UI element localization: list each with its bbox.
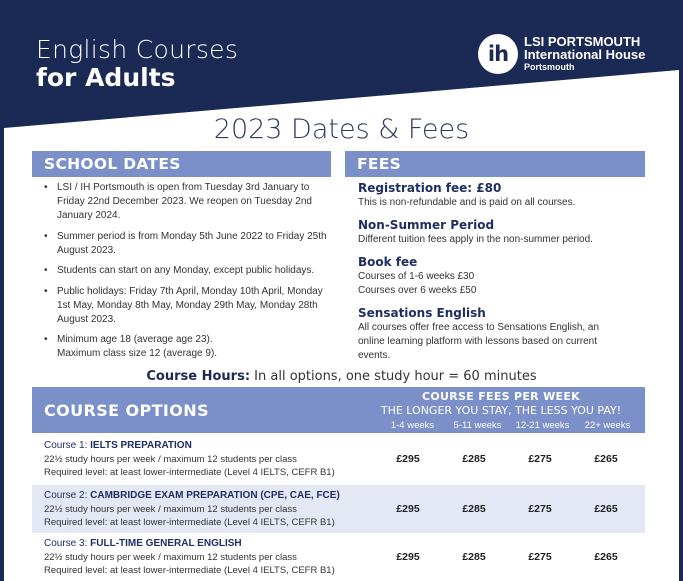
- header-title: [36, 36, 238, 92]
- price-cell: £295: [396, 503, 420, 515]
- book-fee-line1: Courses of 1-6 weeks £30: [358, 271, 475, 282]
- course-hours-line: 22½ study hours per week / maximum 12 students per class: [44, 454, 297, 465]
- list-item: [42, 333, 332, 361]
- week-band: 22+ weeks: [584, 420, 631, 431]
- sensations-title: Sensations English: [358, 306, 486, 320]
- course-hours-text: In all options, one study hour = 60 minutes: [254, 369, 537, 384]
- course-name: CAMBRIDGE EXAM PREPARATION (CPE, CAE, FCE): [90, 490, 340, 501]
- price-cell: £285: [462, 453, 486, 465]
- min-age-text: Minimum age 18 (average age 23).: [57, 334, 213, 345]
- course-fees-subheading: THE LONGER YOU STAY, THE LESS YOU PAY!: [380, 404, 622, 417]
- week-band: 1-4 weeks: [390, 420, 435, 431]
- course-hours-label: Course Hours:: [146, 369, 251, 384]
- course-prices: [375, 485, 639, 533]
- nonsummer-text: Different tuition fees apply in the non-summer period.: [358, 234, 593, 245]
- registration-fee-text: This is non-refundable and is paid on all courses.: [358, 197, 576, 208]
- list-item: • Summer period is from Monday 5th June 2022 to Friday 25th August 2023.: [42, 230, 332, 258]
- course-options-header: [32, 387, 645, 433]
- course-prices: [375, 533, 639, 581]
- header-title-line1: English Courses: [36, 35, 239, 64]
- course-options-heading: COURSE OPTIONS: [44, 401, 209, 420]
- logo-line2: International House: [524, 46, 646, 62]
- sensations-text: All courses offer free access to Sensations English, an online learning platform with lessons based on current events.: [358, 322, 600, 361]
- school-logo: [478, 34, 645, 74]
- fees-heading: FEES: [345, 151, 645, 177]
- course-level-line: Required level: at least lower-intermediate (Level 4 IELTS, CEFR B1): [44, 467, 335, 478]
- course-number: Course 1:: [44, 440, 88, 451]
- list-item: • Students can start on any Monday, except public holidays.: [42, 264, 332, 278]
- book-fee-title: Book fee: [358, 255, 418, 269]
- price-cell: £295: [396, 551, 420, 563]
- header-title-line2: for Adults: [36, 63, 176, 92]
- school-dates-list: [42, 181, 332, 368]
- course-hours-line: 22½ study hours per week / maximum 12 students per class: [44, 552, 297, 563]
- table-row: [32, 533, 645, 581]
- book-fee-line2: Courses over 6 weeks £50: [358, 285, 477, 296]
- nonsummer-title: Non-Summer Period: [358, 218, 495, 232]
- book-fee-text: [358, 270, 648, 298]
- price-cell: £275: [528, 551, 552, 563]
- price-cell: £285: [462, 551, 486, 563]
- course-name: FULL-TIME GENERAL ENGLISH: [90, 538, 242, 549]
- logo-text: [524, 35, 645, 74]
- price-cell: £265: [594, 503, 618, 515]
- course-number: Course 3:: [44, 538, 88, 549]
- course-fees-heading: COURSE FEES PER WEEK: [422, 390, 580, 403]
- ih-logo-icon: ih: [478, 34, 518, 74]
- fees-column: [358, 181, 648, 371]
- course-number: Course 2:: [44, 490, 88, 501]
- list-item: • Public holidays: Friday 7th April, Monday 10th April, Monday 1st May, Monday 8th May, Monday 29th May, Monday 28th August 2023.: [42, 285, 332, 327]
- course-prices: [375, 435, 639, 483]
- course-title: [44, 440, 192, 451]
- course-level-line: Required level: at least lower-intermediate (Level 4 IELTS, CEFR B1): [44, 517, 335, 528]
- course-title: [44, 490, 340, 501]
- table-row: [32, 435, 645, 483]
- list-item: • LSI / IH Portsmouth is open from Tuesday 3rd January to Friday 22nd December 2023. We reopen on Tuesday 2nd January 2024.: [42, 181, 332, 223]
- course-level-line: Required level: at least lower-intermediate (Level 4 IELTS, CEFR B1): [44, 565, 335, 576]
- logo-line1: LSI PORTSMOUTH: [524, 33, 641, 49]
- course-title: [44, 538, 242, 549]
- logo-line3: Portsmouth: [524, 61, 575, 72]
- course-hours-line: 22½ study hours per week / maximum 12 students per class: [44, 504, 297, 515]
- price-cell: £275: [528, 453, 552, 465]
- price-cell: £275: [528, 503, 552, 515]
- registration-fee-title: Registration fee: £80: [358, 181, 502, 195]
- class-size-text: Maximum class size 12 (average 9).: [57, 348, 218, 359]
- week-band: 12-21 weeks: [515, 420, 570, 431]
- table-row: [32, 485, 645, 533]
- course-hours: [0, 369, 683, 384]
- price-cell: £265: [594, 453, 618, 465]
- price-cell: £265: [594, 551, 618, 563]
- week-band: 5-11 weeks: [453, 420, 502, 431]
- week-bands: [380, 420, 640, 431]
- price-cell: £295: [396, 453, 420, 465]
- school-dates-heading: SCHOOL DATES: [32, 151, 331, 177]
- price-cell: £285: [462, 503, 486, 515]
- page-title: 2023 Dates & Fees: [213, 114, 470, 145]
- course-name: IELTS PREPARATION: [90, 440, 192, 451]
